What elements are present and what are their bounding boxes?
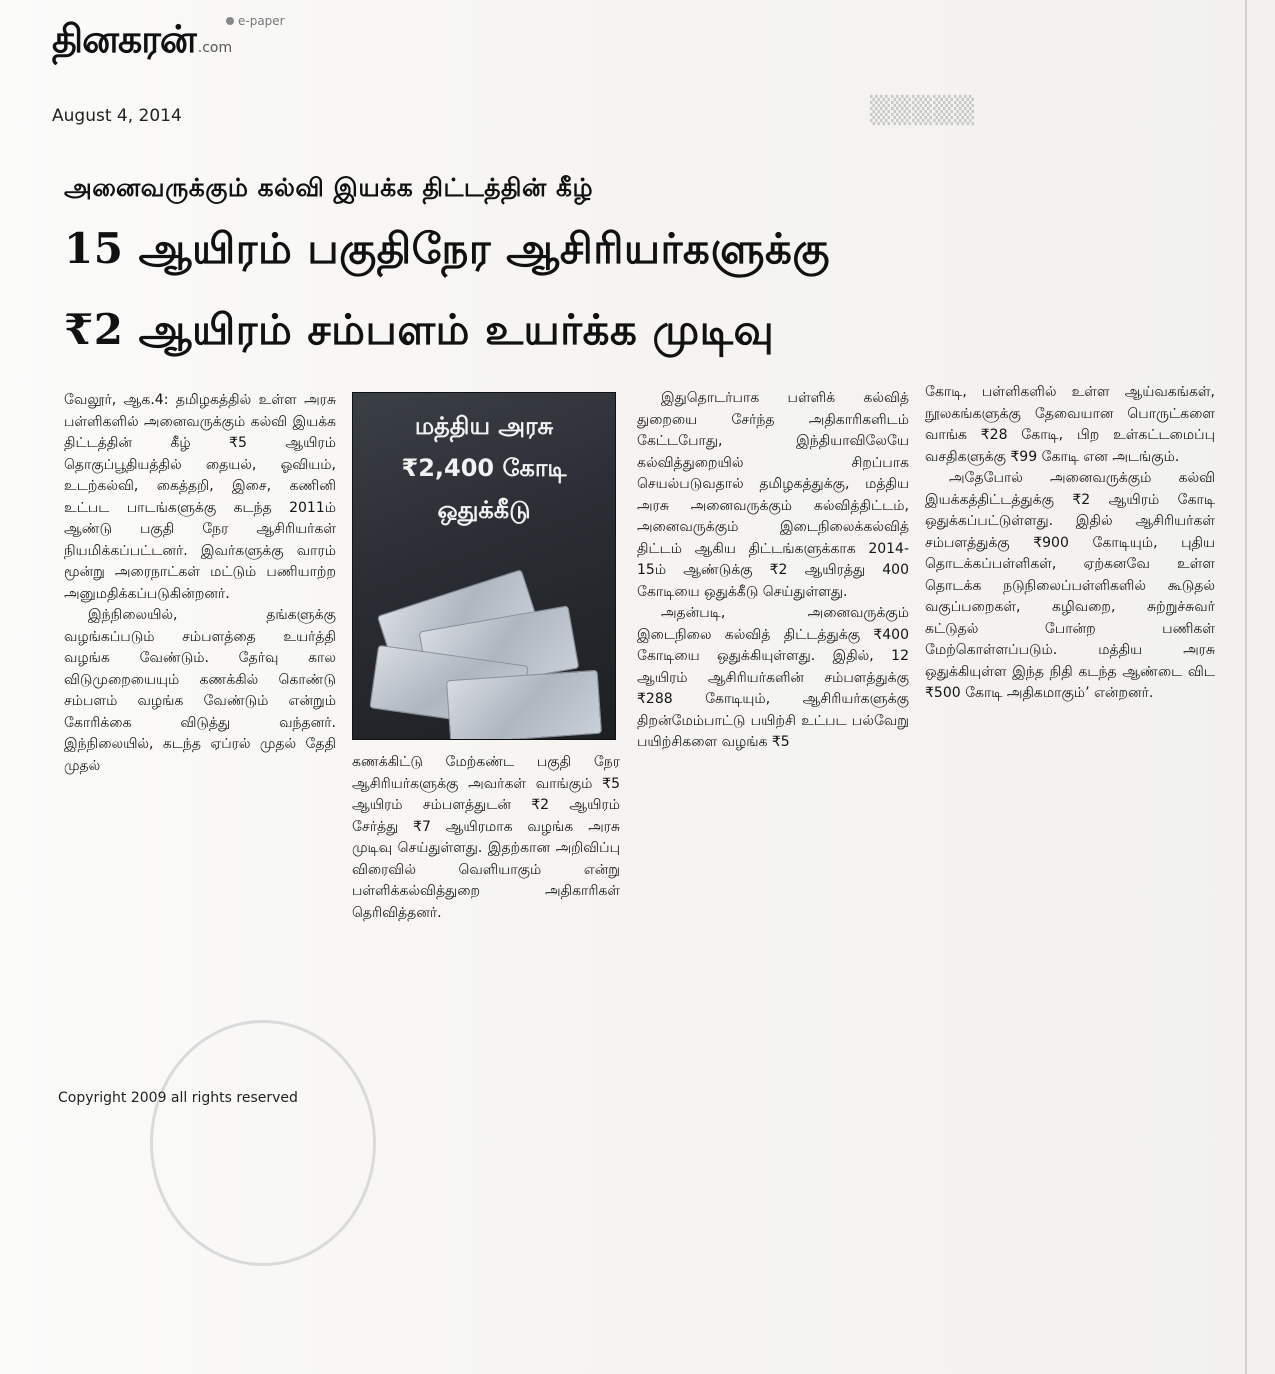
article-column-4 xyxy=(925,382,1215,1082)
epaper-tag: e-paper xyxy=(238,14,285,28)
paragraph: கோடி, பள்ளிகளில் உள்ள ஆய்வகங்கள், நூலகங்களுக்கு தேவையான பொருட்களை வாங்க ₹28 கோடி, பிற உள்கட்டமைப்பு வசதிகளுக்கு ₹99 கோடி என அடங்கும். xyxy=(925,384,1215,465)
headline-line-2: ₹2 ஆயிரம் சம்பளம் உயர்க்க முடிவு xyxy=(64,305,775,354)
article-column-1 xyxy=(64,390,336,1090)
photo-caption: மத்திய அரசு ₹2,400 கோடி ஒதுக்கீடு xyxy=(401,412,567,524)
article-photo xyxy=(352,392,616,740)
article-kicker: அனைவருக்கும் கல்வி இயக்க திட்டத்தின் கீழ் xyxy=(64,173,594,202)
article-column-2 xyxy=(352,752,620,1072)
newspaper-logo: தினகரன் .com xyxy=(52,17,233,61)
paragraph: இதுதொடர்பாக பள்ளிக் கல்வித் துறையை சேர்ந்த அதிகாரிகளிடம் கேட்டபோது, இந்தியாவிலேயே கல்வித்துறையில் சிறப்பாக செயல்படுவதால் தமிழகத்துக்கு, மத்திய அரசு அனைவருக்கும் கல்வித்திட்டம், அனைவருக்கும் இடைநிலைக்கல்வித் திட்டம் ஆகிய திட்டங்களுக்காக 2014-15ம் ஆண்டுக்கு ₹2 ஆயிரத்து 400 கோடியை ஒதுக்கீடு செய்துள்ளது. xyxy=(637,390,909,600)
paragraph: இந்நிலையில், தங்களுக்கு வழங்கப்படும் சம்பளத்தை உயர்த்தி வழங்க வேண்டும். தேர்வு கால விடுமுறையையும் கணக்கில் கொண்டு சம்பளம் வழங்க வேண்டும் என்றும் கோரிக்கை விடுத்து வந்தனர். இந்நிலையில், கடந்த ஏப்ரல் முதல் தேதி முதல் xyxy=(64,607,336,774)
paragraph: அதேபோல் அனைவருக்கும் கல்வி இயக்கத்திட்டத்துக்கு ₹2 ஆயிரம் கோடி ஒதுக்கப்பட்டுள்ளது. இதில் ஆசிரியர்கள் சம்பளத்துக்கு ₹900 கோடியும், புதிய தொடக்கப்பள்ளிகள், ஏற்கனவே உள்ள தொடக்க நடுநிலைப்பள்ளிகளில் கூடுதல் வகுப்பறைகள், கழிவறை, சுற்றுச்சுவர் கட்டுதல் போன்ற பணிகள் மேற்கொள்ளப்படும். மத்திய அரசு ஒதுக்கியுள்ள இந்த நிதி கடந்த ஆண்டை விட ₹500 கோடி அதிகமாகும்’ என்றனர். xyxy=(925,470,1215,701)
paragraph: கணக்கிட்டு மேற்கண்ட பகுதி நேர ஆசிரியர்களுக்கு அவர்கள் வாங்கும் ₹5 ஆயிரம் சம்பளத்துடன் ₹2 ஆயிரம் சேர்த்து ₹7 ஆயிரமாக வழங்க அரசு முடிவு செய்துள்ளது. இதற்கான அறிவிப்பு விரைவில் வெளியாகும் என்று பள்ளிக்கல்வித்துறை அதிகாரிகள் தெரிவித்தனர். xyxy=(352,754,620,921)
masthead xyxy=(52,14,285,61)
reverse-side-bleed: ▒▒▒▒▒ xyxy=(870,96,975,126)
paragraph: அதன்படி, அனைவருக்கும் இடைநிலை கல்வித் திட்டத்துக்கு ₹400 கோடியை ஒதுக்கியுள்ளது. இதில், 12 ஆயிரம் ஆசிரியர்களின் சம்பளத்துக்கு ₹288 கோடியும், ஆசிரியர்களுக்கு திறன்மேம்பாட்டு பயிற்சி உட்பட பல்வேறு பயிற்சிகளை வழங்க ₹5 xyxy=(637,605,909,750)
page-edge xyxy=(1245,0,1247,1374)
copyright-notice: Copyright 2009 all rights reserved xyxy=(58,1090,298,1106)
publication-date: August 4, 2014 xyxy=(52,106,182,126)
headline-line-1: 15 ஆயிரம் பகுதிநேர ஆசிரியர்களுக்கு xyxy=(64,224,830,273)
currency-note-image xyxy=(446,670,602,740)
article-column-3 xyxy=(637,388,909,1088)
paragraph: வேலூர், ஆக.4: தமிழகத்தில் உள்ள அரசு பள்ளிகளில் அனைவருக்கும் கல்வி இயக்க திட்டத்தின் கீழ் ₹5 ஆயிரம் தொகுப்பூதியத்தில் தையல், ஓவியம், உடற்கல்வி, கைத்தறி, இசை, கணினி உட்பட பாடங்களுக்கு கடந்த 2011ம் ஆண்டு பகுதி நேர ஆசிரியர்கள் நியமிக்கப்பட்டனர். இவர்களுக்கு வாரம் மூன்று அரைநாட்கள் மட்டும் பணியாற்ற அனுமதிக்கப்படுகின்றனர். xyxy=(64,392,336,602)
